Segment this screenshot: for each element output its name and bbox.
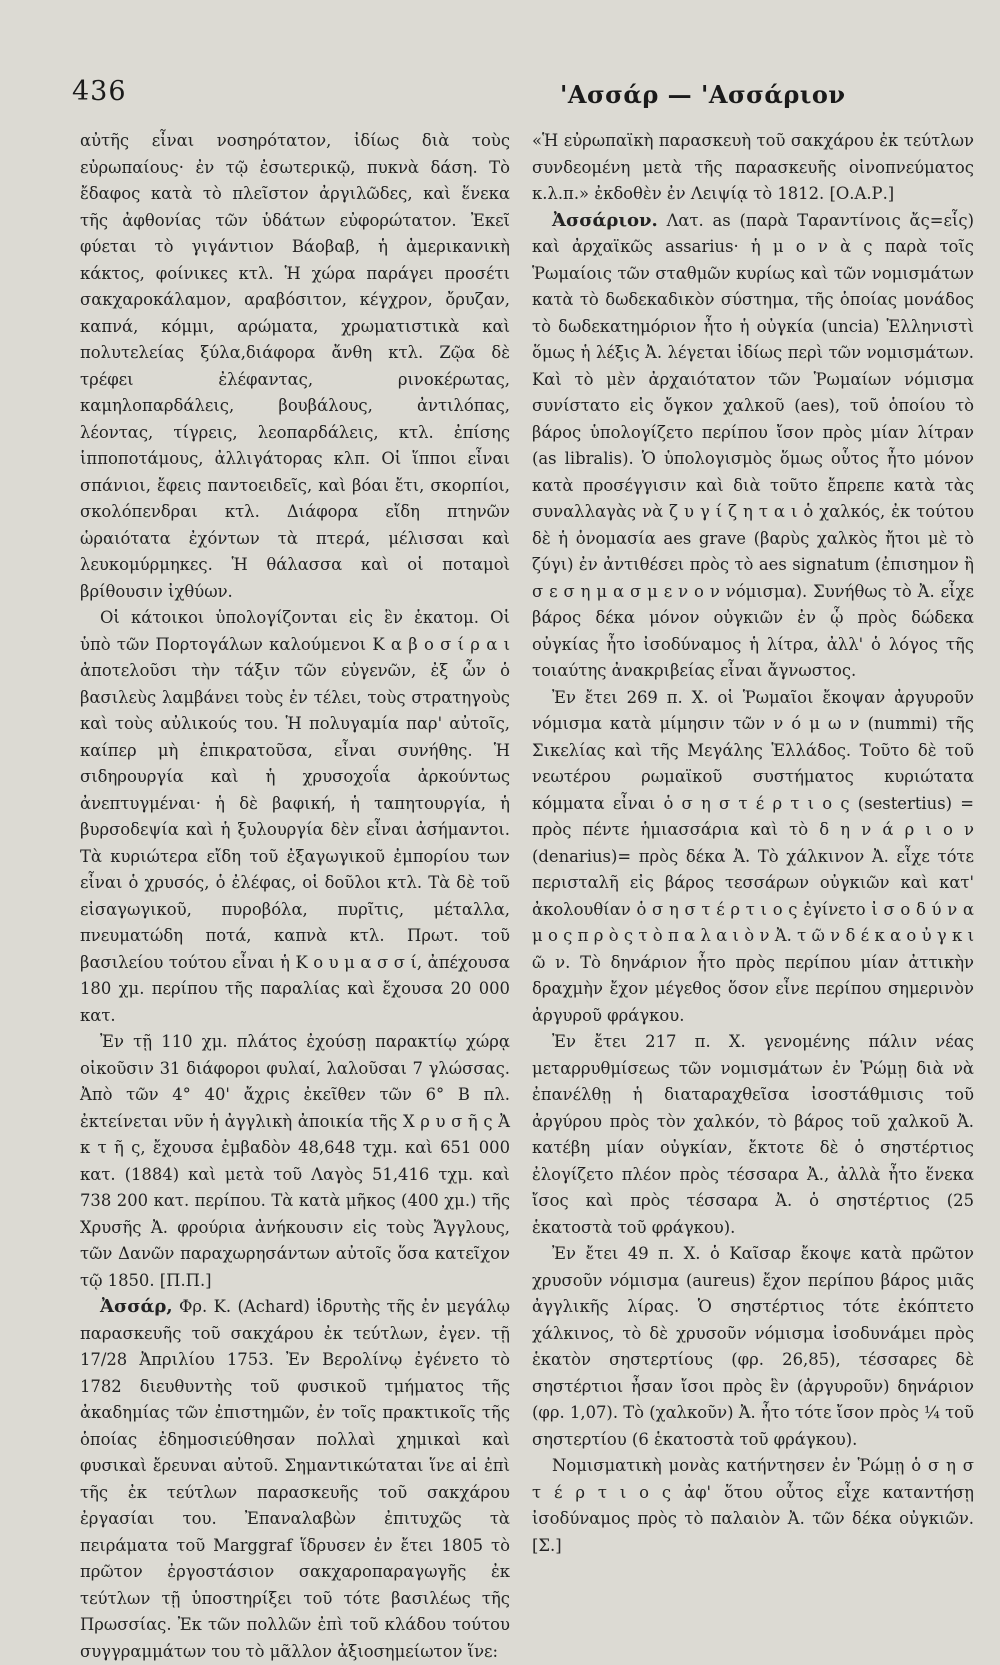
text-paragraph: Ἐν τῇ 110 χμ. πλάτος ἐχούσῃ παρακτίῳ χώρᾳ οἰκοῦσιν 31 διάφοροι φυλαί, λαλοῦσαι 7 γλώσσας. Ἀπὸ τῶν 4° 40' ἄχρις ἐκεῖθεν τῶν 6° Β πλ. ἐκτείνεται νῦν ἡ ἀγγλικὴ ἀποικία τῆς Χ ρ υ σ ῆ ς Ἀ κ τ ῆ ς, ἔχουσα ἐμβαδὸν 48,648 τχμ. καὶ 651 000 κατ. (1884) καὶ μετὰ τοῦ Λαγὸς 51,416 τχμ. καὶ 738 200 κατ. περίπου. Τὰ κατὰ μῆκος (400 χμ.) τῆς Χρυσῆς Ἀ. φρούρια ἀνήκουσιν εἰς τοὺς Ἄγγλους, τῶν Δανῶν παραχωρησάντων αὐτοῖς ὅσα κατεῖχον τῷ 1850. [Π.Π.] bbox=[80, 1032, 510, 1290]
entry-headword: Ἀσσάριον. bbox=[552, 209, 658, 231]
page-number: 436 bbox=[72, 76, 127, 107]
left-column bbox=[80, 128, 510, 1665]
entry-body: Φρ. Κ. (Achard) ἱδρυτὴς τῆς ἐν μεγάλῳ παρασκευῆς τοῦ σακχάρου ἐκ τεύτλων, ἐγεν. τῇ 17/28 Ἀπριλίου 1753. Ἐν Βερολίνῳ ἐγένετο τὸ 1782 διευθυντὴς τοῦ φυσικοῦ τμήματος τῆς ἀκαδημίας τῶν ἐπιστημῶν, ἐν τοῖς πρακτικοῖς τῆς ὁποίας ἐδημοσιεύθησαν πολλαὶ χημικαὶ καὶ φυσικαὶ ἔρευναι αὐτοῦ. Σημαντικώταται ἵνε αἱ ἐπὶ τῆς ἐκ τεύτλων παρασκευῆς τοῦ σακχάρου ἐργασίαι του. Ἐπαναλαβὼν ἐπιτυχῶς τὰ πειράματα τοῦ Marggraf ἵδρυσεν ἐν ἔτει 1805 τὸ πρῶτον ἐργοστάσιον σακχαροπαραγωγῆς ἐκ τεύτλων τῇ ὑποστηρίξει τοῦ τότε βασιλέως τῆς Πρωσσίας. Ἐκ τῶν πολλῶν ἐπὶ τοῦ κλάδου τούτου συγγραμμάτων του τὸ μᾶλλον ἀξιοσημείωτον ἵνε: bbox=[80, 1297, 510, 1661]
text-paragraph: Ἐν ἔτει 217 π. Χ. γενομένης πάλιν νέας μεταρρυθμίσεως τῶν νομισμάτων ἐν Ῥώμῃ διὰ νὰ ἐπανέλθῃ ἡ διαταραχθεῖσα ἰσοστάθμισις τοῦ ἀργύρου πρὸς τὸν χαλκόν, τὸ βάρος τοῦ χαλκοῦ Ἀ. κατέβη μίαν οὐγκίαν, ἔκτοτε δὲ ὁ σηστέρτιος ἐλογίζετο πλέον πρὸς τέσσαρα Ἀ., ἀλλὰ ἦτο ἕνεκα ἴσος καὶ πρὸς τέσσαρα Ἀ. ὁ σηστέρτιος (25 ἑκατοστὰ τοῦ φράγκου). bbox=[532, 1032, 974, 1237]
text-paragraph: αὐτῆς εἶναι νοσηρότατον, ἰδίως διὰ τοὺς εὐρωπαίους· ἐν τῷ ἐσωτερικῷ, πυκνὰ δάση. Τὸ ἔδαφος κατὰ τὸ πλεῖστον ἀργιλῶδες, καὶ ἕνεκα τῆς ἀφθονίας τῶν ὑδάτων εὐφορώτατον. Ἐκεῖ φύεται τὸ γιγάντιον Βάοβαβ, ἡ ἀμερικανικὴ κάκτος, φοίνικες κτλ. Ἡ χώρα παράγει προσέτι σακχαροκάλαμον, αραβόσιτον, κέγχρον, ὄρυζαν, καπνά, κόμμι, αρώματα, χρωματιστικὰ καὶ πολυτελείας ξύλα,διάφορα ἄνθη κτλ. Ζῷα δὲ τρέφει ἐλέφαντας, ρινοκέρωτας, καμηλοπαρδάλεις, βουβάλους, ἀντιλόπας, λέοντας, τίγρεις, λεοπαρδάλεις, κτλ. ἐπίσης ἱπποποτάμους, ἀλλιγάτορας κλπ. Οἱ ἵπποι εἶναι σπάνιοι, ἔφεις παντοειδεῖς, καὶ βόαι ἔτι, σκορπίοι, σκολόπενδραι κτλ. Διάφορα εἴδη πτηνῶν ὡραιότατα ἐχόντων τὰ πτερά, μέλισσαι καὶ λευκομύρμηκες. Ἡ θάλασσα καὶ οἱ ποταμοὶ βρίθουσιν ἰχθύων. bbox=[80, 131, 510, 601]
text-paragraph: Οἱ κάτοικοι ὑπολογίζονται εἰς ἓν ἑκατομ. Οἱ ὑπὸ τῶν Πορτογάλων καλούμενοι Κ α β ο σ ί ρ α ι ἀποτελοῦσι τὴν τάξιν τῶν εὐγενῶν, ἐξ ὧν ὁ βασιλεὺς λαμβάνει τοὺς ἐν τέλει, τοὺς στρατηγοὺς καὶ τοὺς αὐλικούς του. Ἡ πολυγαμία παρ' αὐτοῖς, καίπερ μὴ ἐπικρατοῦσα, εἶναι συνήθης. Ἡ σιδηρουργία καὶ ἡ χρυσοχοΐα ἀρκούντως ἀνεπτυγμέναι· ἡ δὲ βαφική, ἡ ταπητουργία, ἡ βυρσοδεψία καὶ ἡ ξυλουργία δὲν εἶναι ἀσήμαντοι. Τὰ κυριώτερα εἴδη τοῦ ἐξαγωγικοῦ ἐμπορίου των εἶναι ὁ χρυσός, ὁ ἐλέφας, οἱ δοῦλοι κτλ. Τὰ δὲ τοῦ εἰσαγωγικοῦ, πυροβόλα, πυρῖτις, μέταλλα, πνευματώδη ποτά, καπνὰ κτλ. Πρωτ. τοῦ βασιλείου τούτου εἶναι ἡ Κ ο υ μ α σ σ ί, ἀπέχουσα 180 χμ. περίπου τῆς παραλίας καὶ ἔχουσα 20 000 κατ. bbox=[80, 608, 510, 1025]
text-paragraph: «Ἡ εὐρωπαϊκὴ παρασκευὴ τοῦ σακχάρου ἐκ τεύτλων συνδεομένη μετὰ τῆς παρασκευῆς οἰνοπνεύματος κ.λ.π.» ἐκδοθὲν ἐν Λειψίᾳ τὸ 1812. [Ο.Α.Ρ.] bbox=[532, 131, 974, 203]
dictionary-entry bbox=[532, 208, 974, 685]
right-column bbox=[532, 128, 974, 1559]
running-head: 'Ασσάρ — 'Ασσάριον bbox=[560, 80, 846, 109]
text-paragraph: Ἐν ἔτει 49 π. Χ. ὁ Καῖσαρ ἔκοψε κατὰ πρῶτον χρυσοῦν νόμισμα (aureus) ἔχον περίπου βάρος μιᾶς ἀγγλικῆς λίρας. Ὁ σηστέρτιος τότε ἐκόπτετο χάλκινος, τὸ δὲ χρυσοῦν νόμισμα ἰσοδυνάμει πρὸς ἑκατὸν σηστερτίους (φρ. 26,85), τέσσαρες δὲ σηστέρτιοι ἦσαν ἴσοι πρὸς ἓν (ἀργυροῦν) δηνάριον (φρ. 1,07). Τὸ (χαλκοῦν) Ἀ. ἦτο τότε ἴσον πρὸς ¼ τοῦ σηστερτίου (6 ἑκατοστὰ τοῦ φράγκου). bbox=[532, 1244, 974, 1449]
text-paragraph: Ἐν ἔτει 269 π. Χ. οἱ Ῥωμαῖοι ἔκοψαν ἀργυροῦν νόμισμα κατὰ μίμησιν τῶν ν ό μ ω ν (nummi) τῆς Σικελίας καὶ τῆς Μεγάλης Ἑλλάδος. Τοῦτο δὲ τοῦ νεωτέρου ρωμαϊκοῦ συστήματος κυριώτατα κόμματα εἶναι ὁ σ η σ τ έ ρ τ ι ο ς (sestertius) = πρὸς πέντε ἡμιασσάρια καὶ τὸ δ η ν ά ρ ι ο ν (denarius)= πρὸς δέκα Ἀ. Τὸ χάλκινον Ἀ. εἶχε τότε περισταλῆ εἰς βάρος τεσσάρων οὐγκιῶν καὶ κατ' ἀκολουθίαν ὁ σ η σ τ έ ρ τ ι ο ς ἐγίνετο ἰ σ ο δ ύ ν α μ ο ς π ρ ὸ ς τ ὸ π α λ α ι ὸ ν Ἀ. τ ῶ ν δ έ κ α ο ὐ γ κ ι ῶ ν. Τὸ δηνάριον ἦτο πρὸς περίπου μίαν ἀττικὴν δραχμὴν ἔχον μέγεθος ὅσον εἶνε περίπου σημερινὸν ἀργυροῦ φράγκου. bbox=[532, 687, 974, 1025]
entry-body: Λατ. as (παρὰ Ταραντίνοις ἄς=εἷς) καὶ ἀρχαϊκῶς assarius· ἡ μ ο ν ὰ ς παρὰ τοῖς Ῥωμαίοις τῶν σταθμῶν κυρίως καὶ τῶν νομισμάτων κατὰ τὸ δωδεκαδικὸν σύστημα, τῆς ὁποίας μονάδος τὸ δωδεκατημόριον ἦτο ἡ οὐγκία (uncia) Ἑλληνιστὶ ὅμως ἡ λέξις Ἀ. λέγεται ἰδίως περὶ τῶν νομισμάτων. Καὶ τὸ μὲν ἀρχαιότατον τῶν Ῥωμαίων νόμισμα συνίστατο εἰς ὄγκον χαλκοῦ (aes), τοῦ ὁποίου τὸ βάρος ὑπολογίζετο περίπου ἴσον πρὸς μίαν λίτραν (as libralis). Ὁ ὑπολογισμὸς ὅμως οὗτος ἦτο μόνον κατὰ προσέγγισιν καὶ διὰ τοῦτο ἔπρεπε κατὰ τὰς συναλλαγὰς νὰ ζ υ γ ί ζ η τ α ι ὁ χαλκός, ἐκ τούτου δὲ ἡ ὀνομασία aes grave (βαρὺς χαλκὸς ἤτοι μὲ τὸ ζύγι) ἐν ἀντιθέσει πρὸς τὸ aes signatum (ἐπισημον ἢ σ ε σ η μ α σ μ ε ν ο ν νόμισμα). Συνήθως τὸ Ἀ. εἶχε βάρος δέκα μόνον οὐγκιῶν ἐν ᾧ πρὸς δώδεκα οὐγκίας ἦτο ἰσοδύναμος ἡ λίτρα, ἀλλ' ὁ λόγος τῆς τοιαύτης ἀνακριβείας εἶναι ἄγνωστος. bbox=[532, 210, 974, 680]
dictionary-entry bbox=[80, 1294, 510, 1665]
page-header bbox=[70, 74, 980, 114]
text-paragraph: Νομισματικὴ μονὰς κατήντησεν ἐν Ῥώμῃ ὁ σ η σ τ έ ρ τ ι ο ς ἀφ' ὅτου οὗτος εἶχε καταντήσῃ ἰσοδύναμος πρὸς τὸ παλαιὸν Ἀ. τῶν δέκα οὐγκιῶν. [Σ.] bbox=[532, 1456, 974, 1555]
entry-headword: Ἀσσάρ, bbox=[100, 1296, 173, 1317]
